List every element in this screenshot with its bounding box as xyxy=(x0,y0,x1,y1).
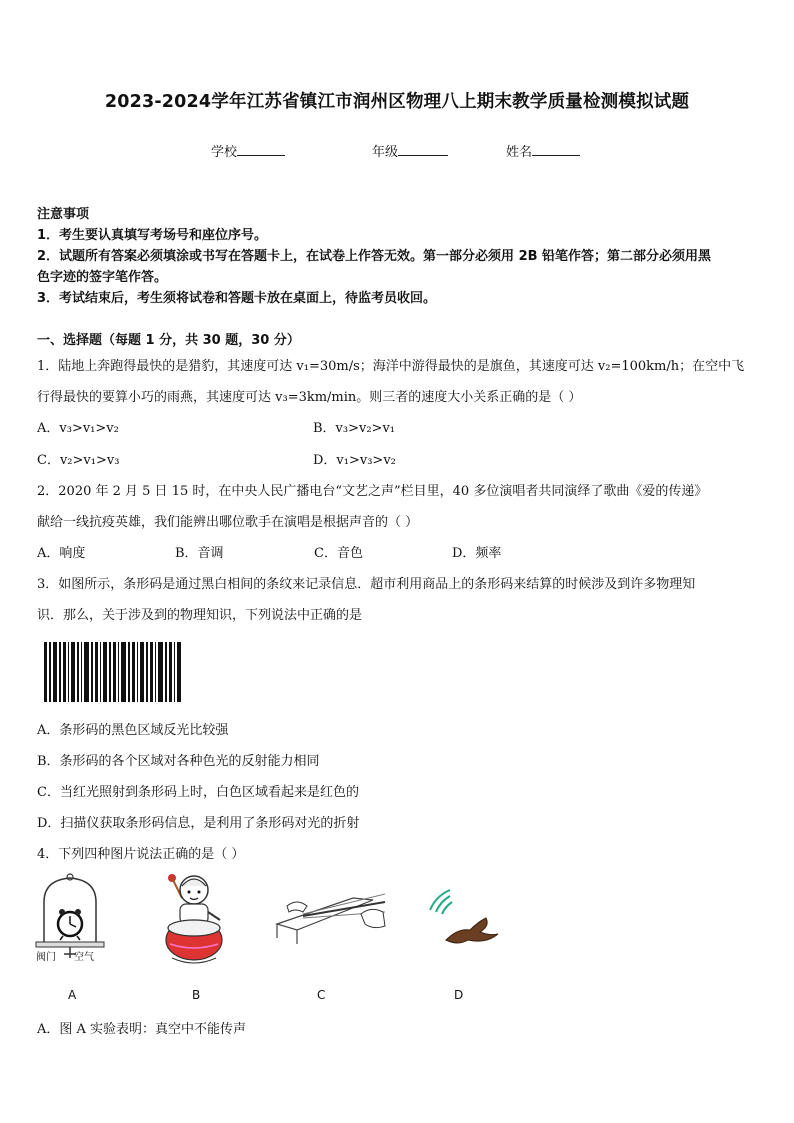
valve-label: 阀门 xyxy=(36,952,56,963)
grade-label: 年级 xyxy=(372,145,399,160)
q3-text-line1: 3．如图所示，条形码是通过黑白相间的条纹来记录信息．超市利用商品上的条形码来结算的时候涉及到许多物理知 xyxy=(37,577,696,592)
page-title: 2023-2024学年江苏省镇江市润州区物理八上期末教学质量检测模拟试题 xyxy=(104,92,690,112)
grade-blank[interactable] xyxy=(398,143,448,156)
section-heading: 一、选择题（每题 1 分，共 30 题，30 分） xyxy=(37,333,300,348)
caption-b: B xyxy=(192,988,201,1002)
q2-option-a[interactable]: A．响度 xyxy=(37,546,86,561)
school-field[interactable] xyxy=(211,141,285,160)
notice-item-3: 3．考试结束后，考生须将试卷和答题卡放在桌面上，待监考员收回。 xyxy=(37,291,437,306)
notice-item-2: 2．试题所有答案必须填涂或书写在答题卡上，在试卷上作答无效。第一部分必须用 2B 铅笔作答；第二部分必须用黑 xyxy=(37,249,712,264)
q1-text-line2: 行得最快的要算小巧的雨燕，其速度可达 v₃=3km/min。则三者的速度大小关系正确的是（ ） xyxy=(37,390,582,405)
q1-option-a[interactable]: A．v₃>v₁>v₂ xyxy=(37,421,119,436)
q2-option-b[interactable]: B．音调 xyxy=(175,546,224,561)
q3-option-d[interactable]: D．扫描仪获取条形码信息，是利用了条形码对光的折射 xyxy=(37,816,360,831)
name-field[interactable] xyxy=(506,141,580,160)
name-blank[interactable] xyxy=(532,143,580,156)
caption-a: A xyxy=(68,988,77,1002)
name-label: 姓名 xyxy=(506,145,533,160)
q1-option-c[interactable]: C．v₂>v₁>v₃ xyxy=(37,453,120,468)
grade-field[interactable] xyxy=(372,141,448,160)
caption-c: C xyxy=(317,988,326,1002)
bat-figure xyxy=(420,882,502,946)
q2-option-d[interactable]: D．频率 xyxy=(452,546,502,561)
q1-option-d[interactable]: D．v₁>v₃>v₂ xyxy=(313,453,396,468)
caption-d: D xyxy=(454,988,464,1002)
q4-option-a[interactable]: A．图 A 实验表明：真空中不能传声 xyxy=(37,1022,247,1037)
school-blank[interactable] xyxy=(237,143,285,156)
notice-item-2-cont: 色字迹的签字笔作答。 xyxy=(37,270,168,285)
barcode-image xyxy=(42,638,186,704)
q3-option-b[interactable]: B．条形码的各个区域对各种色光的反射能力相同 xyxy=(37,754,320,769)
q1-option-b[interactable]: B．v₃>v₂>v₁ xyxy=(313,421,396,436)
school-label: 学校 xyxy=(211,145,238,160)
ruler-figure xyxy=(273,878,397,948)
notice-item-1: 1．考生要认真填写考场号和座位序号。 xyxy=(37,228,268,243)
drummer-figure xyxy=(150,868,240,976)
notice-heading: 注意事项 xyxy=(37,207,90,222)
q2-option-c[interactable]: C．音色 xyxy=(314,546,363,561)
q3-option-c[interactable]: C．当红光照射到条形码上时，白色区域看起来是红色的 xyxy=(37,785,359,800)
air-label: 空气 xyxy=(74,952,94,963)
q1-text-line1: 1．陆地上奔跑得最快的是猎豹，其速度可达 v₁=30m/s；海洋中游得最快的是旗鱼，其速度可达 v₂=100km/h；在空中飞 xyxy=(37,359,745,374)
q3-option-a[interactable]: A．条形码的黑色区域反光比较强 xyxy=(37,723,229,738)
q3-text-line2: 识．那么，关于涉及到的物理知识，下列说法中正确的是 xyxy=(37,608,363,623)
q4-text-line1: 4．下列四种图片说法正确的是（ ） xyxy=(37,847,245,862)
q2-text-line2: 献给一线抗疫英雄，我们能辨出哪位歌手在演唱是根据声音的（ ） xyxy=(37,515,419,530)
q2-text-line1: 2．2020 年 2 月 5 日 15 时，在中央人民广播电台“文艺之声”栏目里，40 多位演唱者共同演绎了歌曲《爱的传递》 xyxy=(37,484,708,499)
